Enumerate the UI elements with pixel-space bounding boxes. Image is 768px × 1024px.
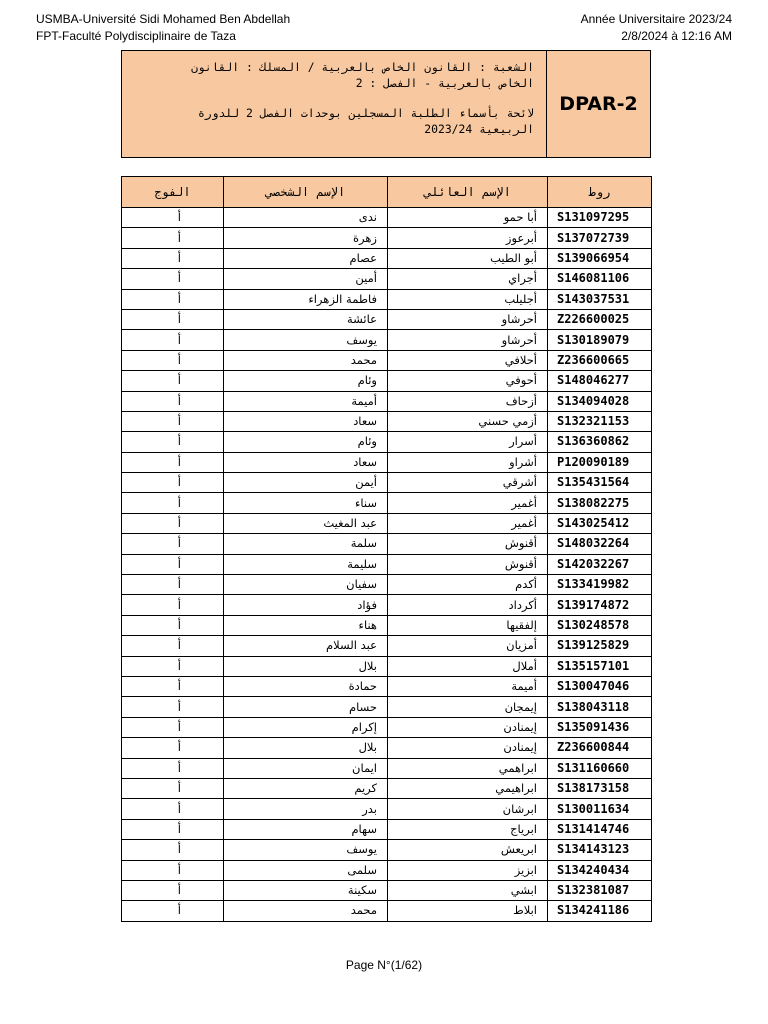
table-row (122, 717, 652, 737)
first-name-cell: وئام (224, 371, 388, 391)
table-row (122, 350, 652, 370)
first-name-cell: يوسف (224, 840, 388, 860)
student-code-cell: S134240434 (548, 860, 652, 880)
student-code-cell: S148046277 (548, 371, 652, 391)
program-code: DPAR-2 (547, 51, 651, 158)
group-cell: أ (122, 880, 224, 900)
first-name-cell: سليمة (224, 554, 388, 574)
first-name-cell: سلمة (224, 534, 388, 554)
header-group: الفوج (122, 177, 224, 208)
family-name-cell: أشراو (388, 452, 548, 472)
page-number: Page N°(1/62) (345, 958, 423, 972)
student-code-cell: S148032264 (548, 534, 652, 554)
group-cell: أ (122, 554, 224, 574)
table-row (122, 880, 652, 900)
group-cell: أ (122, 411, 224, 431)
first-name-cell: هناء (224, 615, 388, 635)
table-row (122, 738, 652, 758)
student-code-cell: S137072739 (548, 228, 652, 248)
student-code-cell: S130189079 (548, 330, 652, 350)
family-name-cell: ابراهمي (388, 758, 548, 778)
first-name-cell: فؤاد (224, 595, 388, 615)
faculty-name: FPT-Faculté Polydisciplinaire de Taza (36, 29, 236, 43)
family-name-cell: أحرشاو (388, 330, 548, 350)
title-description (122, 51, 547, 158)
student-code-cell: S143037531 (548, 289, 652, 309)
group-cell: أ (122, 717, 224, 737)
first-name-cell: سعاد (224, 411, 388, 431)
table-row (122, 391, 652, 411)
table-row (122, 819, 652, 839)
family-name-cell: إلفقيها (388, 615, 548, 635)
first-name-cell: محمد (224, 901, 388, 921)
student-code-cell: S138173158 (548, 778, 652, 798)
family-name-cell: أقنوش (388, 534, 548, 554)
family-name-cell: أغمير (388, 513, 548, 533)
first-name-cell: حسام (224, 697, 388, 717)
family-name-cell: أحوفي (388, 371, 548, 391)
group-cell: أ (122, 656, 224, 676)
group-cell: أ (122, 901, 224, 921)
student-code-cell: S135431564 (548, 473, 652, 493)
student-code-cell: S132381087 (548, 880, 652, 900)
first-name-cell: بدر (224, 799, 388, 819)
first-name-cell: بلال (224, 738, 388, 758)
title-line-3: لائحة بأسماء الطلبة المسجلين بوحدات الفصل 2 للدورة (197, 106, 534, 120)
header-family-name: الإسم العائلي (388, 177, 548, 208)
group-cell: أ (122, 248, 224, 268)
group-cell: أ (122, 350, 224, 370)
table-row (122, 493, 652, 513)
group-cell: أ (122, 636, 224, 656)
family-name-cell: أمزيان (388, 636, 548, 656)
first-name-cell: ندى (224, 208, 388, 228)
first-name-cell: سهام (224, 819, 388, 839)
table-row (122, 208, 652, 228)
first-name-cell: حمادة (224, 676, 388, 696)
family-name-cell: أكدم (388, 575, 548, 595)
first-name-cell: عبد السلام (224, 636, 388, 656)
first-name-cell: أيمن (224, 473, 388, 493)
group-cell: أ (122, 452, 224, 472)
title-line-1: الشعبة : القانون الخاص بالعربية / المسلك : القانون (191, 60, 534, 74)
student-code-cell: S135091436 (548, 717, 652, 737)
group-cell: أ (122, 391, 224, 411)
student-code-cell: S133419982 (548, 575, 652, 595)
group-cell: أ (122, 575, 224, 595)
group-cell: أ (122, 840, 224, 860)
table-row (122, 452, 652, 472)
family-name-cell: أزمي حسني (388, 411, 548, 431)
student-code-cell: S131160660 (548, 758, 652, 778)
date-header (581, 11, 732, 45)
table-row (122, 697, 652, 717)
student-code-cell: S130248578 (548, 615, 652, 635)
student-code-cell: S130011634 (548, 799, 652, 819)
group-cell: أ (122, 615, 224, 635)
first-name-cell: سلمى (224, 860, 388, 880)
table-row (122, 676, 652, 696)
student-code-cell: S138082275 (548, 493, 652, 513)
student-code-cell: S146081106 (548, 269, 652, 289)
title-line-4: الربيعية 2023/24 (424, 122, 534, 136)
family-name-cell: أحلافي (388, 350, 548, 370)
header-code: روط (548, 177, 652, 208)
first-name-cell: سفيان (224, 575, 388, 595)
family-name-cell: ابراهيمي (388, 778, 548, 798)
table-header-row (122, 177, 652, 208)
table-row (122, 534, 652, 554)
family-name-cell: أبا حمو (388, 208, 548, 228)
table-row (122, 289, 652, 309)
group-cell: أ (122, 289, 224, 309)
first-name-cell: أميمة (224, 391, 388, 411)
group-cell: أ (122, 330, 224, 350)
group-cell: أ (122, 738, 224, 758)
student-code-cell: S134094028 (548, 391, 652, 411)
family-name-cell: أميمة (388, 676, 548, 696)
print-datetime: 2/8/2024 à 12:16 AM (621, 29, 732, 43)
group-cell: أ (122, 595, 224, 615)
first-name-cell: بلال (224, 656, 388, 676)
table-row (122, 309, 652, 329)
family-name-cell: إيمنادن (388, 738, 548, 758)
family-name-cell: أغمير (388, 493, 548, 513)
family-name-cell: أزحاف (388, 391, 548, 411)
family-name-cell: أسرار (388, 432, 548, 452)
institution-header (36, 11, 290, 45)
group-cell: أ (122, 758, 224, 778)
table-row (122, 840, 652, 860)
first-name-cell: أمين (224, 269, 388, 289)
table-row (122, 615, 652, 635)
table-row (122, 228, 652, 248)
family-name-cell: ابزيز (388, 860, 548, 880)
table-row (122, 758, 652, 778)
family-name-cell: ابرياج (388, 819, 548, 839)
table-row (122, 575, 652, 595)
family-name-cell: أجليلب (388, 289, 548, 309)
family-name-cell: إيمجان (388, 697, 548, 717)
group-cell: أ (122, 269, 224, 289)
title-line-2: الخاص بالعربية - الفصل : 2 (355, 76, 534, 90)
first-name-cell: يوسف (224, 330, 388, 350)
group-cell: أ (122, 697, 224, 717)
table-row (122, 513, 652, 533)
first-name-cell: سناء (224, 493, 388, 513)
student-code-cell: S135157101 (548, 656, 652, 676)
student-code-cell: S136360862 (548, 432, 652, 452)
student-code-cell: S139066954 (548, 248, 652, 268)
student-code-cell: S131097295 (548, 208, 652, 228)
family-name-cell: أقنوش (388, 554, 548, 574)
group-cell: أ (122, 799, 224, 819)
group-cell: أ (122, 432, 224, 452)
first-name-cell: زهرة (224, 228, 388, 248)
title-box (121, 50, 651, 158)
family-name-cell: إيمنادن (388, 717, 548, 737)
table-row (122, 656, 652, 676)
family-name-cell: ابلاط (388, 901, 548, 921)
group-cell: أ (122, 778, 224, 798)
first-name-cell: فاطمة الزهراء (224, 289, 388, 309)
student-code-cell: S131414746 (548, 819, 652, 839)
title-spacer (132, 91, 534, 105)
table-row (122, 473, 652, 493)
group-cell: أ (122, 371, 224, 391)
family-name-cell: أكرداد (388, 595, 548, 615)
table-row (122, 411, 652, 431)
table-row (122, 554, 652, 574)
table-row (122, 595, 652, 615)
student-code-cell: S134143123 (548, 840, 652, 860)
table-row (122, 248, 652, 268)
student-code-cell: Z236600844 (548, 738, 652, 758)
student-code-cell: S138043118 (548, 697, 652, 717)
first-name-cell: إكرام (224, 717, 388, 737)
student-code-cell: S143025412 (548, 513, 652, 533)
student-code-cell: S130047046 (548, 676, 652, 696)
first-name-cell: وئام (224, 432, 388, 452)
first-name-cell: سكينة (224, 880, 388, 900)
student-code-cell: S132321153 (548, 411, 652, 431)
table-body (122, 208, 652, 922)
table-row (122, 901, 652, 921)
table-row (122, 860, 652, 880)
student-list-table (121, 176, 652, 922)
student-code-cell: S139125829 (548, 636, 652, 656)
family-name-cell: أبو الطيب (388, 248, 548, 268)
group-cell: أ (122, 860, 224, 880)
header-first-name: الإسم الشخصي (224, 177, 388, 208)
table-row (122, 778, 652, 798)
group-cell: أ (122, 513, 224, 533)
family-name-cell: أحرشاو (388, 309, 548, 329)
first-name-cell: ايمان (224, 758, 388, 778)
group-cell: أ (122, 228, 224, 248)
family-name-cell: أجراي (388, 269, 548, 289)
student-code-cell: Z236600665 (548, 350, 652, 370)
student-code-cell: S142032267 (548, 554, 652, 574)
student-code-cell: S139174872 (548, 595, 652, 615)
group-cell: أ (122, 309, 224, 329)
first-name-cell: عبد المغيث (224, 513, 388, 533)
table-row (122, 269, 652, 289)
group-cell: أ (122, 473, 224, 493)
university-name: USMBA-Université Sidi Mohamed Ben Abdellah (36, 12, 291, 26)
table-row (122, 330, 652, 350)
family-name-cell: ابرشان (388, 799, 548, 819)
table-row (122, 799, 652, 819)
first-name-cell: كريم (224, 778, 388, 798)
student-code-cell: P120090189 (548, 452, 652, 472)
first-name-cell: عصام (224, 248, 388, 268)
student-code-cell: Z226600025 (548, 309, 652, 329)
group-cell: أ (122, 534, 224, 554)
table-row (122, 371, 652, 391)
family-name-cell: أبرعوز (388, 228, 548, 248)
family-name-cell: ابريعش (388, 840, 548, 860)
first-name-cell: عائشة (224, 309, 388, 329)
student-code-cell: S134241186 (548, 901, 652, 921)
first-name-cell: سعاد (224, 452, 388, 472)
family-name-cell: ابشي (388, 880, 548, 900)
group-cell: أ (122, 208, 224, 228)
group-cell: أ (122, 819, 224, 839)
group-cell: أ (122, 676, 224, 696)
family-name-cell: أشرقي (388, 473, 548, 493)
group-cell: أ (122, 493, 224, 513)
family-name-cell: أملال (388, 656, 548, 676)
academic-year: Année Universitaire 2023/24 (580, 12, 732, 26)
table-row (122, 636, 652, 656)
table-row (122, 432, 652, 452)
first-name-cell: محمد (224, 350, 388, 370)
